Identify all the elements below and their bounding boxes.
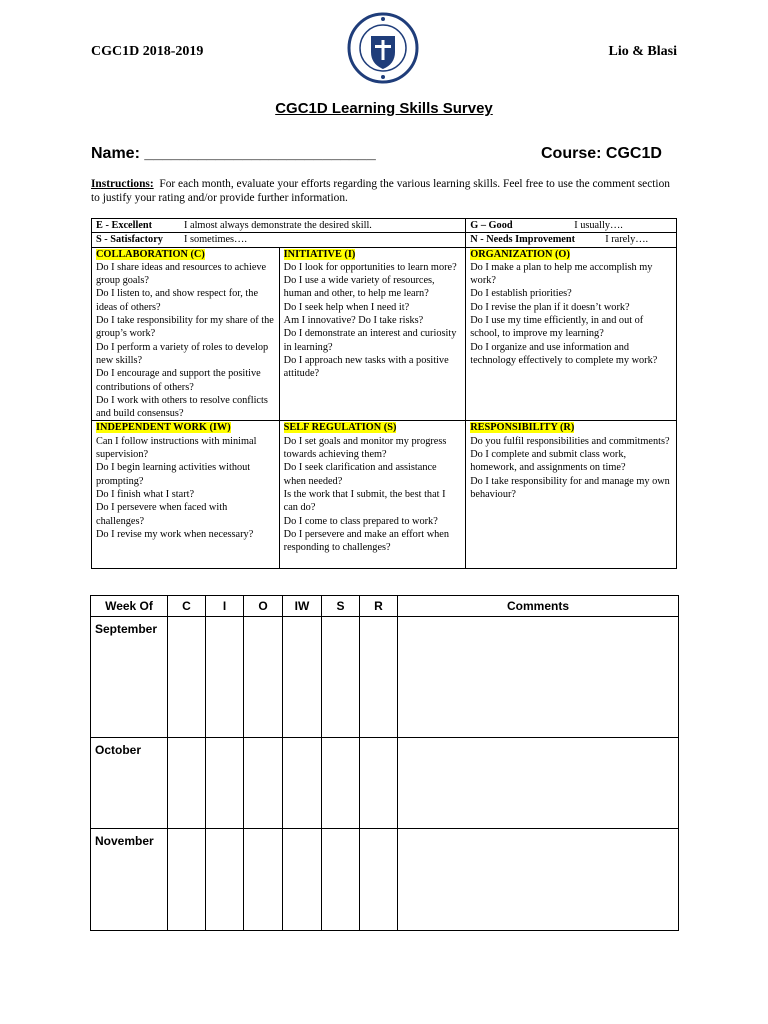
skill-question: Do I use my time efficiently, in and out of school, to improve my learning? bbox=[470, 315, 644, 340]
skill-question: Do I use a wide variety of resources, human and other, to help me learn? bbox=[283, 275, 435, 300]
col-self-regulation: S bbox=[322, 596, 360, 617]
month-label: September bbox=[91, 617, 168, 738]
skill-heading: SELF REGULATION (S) bbox=[283, 422, 397, 434]
legend-row bbox=[92, 233, 677, 247]
skill-question: Do I listen to, and show respect for, the ideas of others? bbox=[96, 288, 259, 313]
rating-cell[interactable] bbox=[283, 829, 322, 931]
name-field[interactable]: Name: __________________________ bbox=[91, 145, 376, 162]
skill-question: Do I share ideas and resources to achieve group goals? bbox=[96, 261, 267, 287]
rating-cell[interactable] bbox=[360, 738, 398, 829]
rating-cell[interactable] bbox=[322, 829, 360, 931]
instructions-label: Instructions: bbox=[91, 178, 154, 190]
rating-cell[interactable] bbox=[206, 829, 244, 931]
skill-heading: INITIATIVE (I) bbox=[283, 248, 356, 260]
legend-code: E - Excellent bbox=[96, 220, 153, 231]
comments-cell[interactable] bbox=[398, 738, 679, 829]
course-label: Course: CGC1D bbox=[541, 145, 662, 162]
rating-cell[interactable] bbox=[244, 738, 283, 829]
rating-cell[interactable] bbox=[206, 617, 244, 738]
skill-responsibility bbox=[466, 421, 677, 569]
page-title: CGC1D Learning Skills Survey bbox=[275, 100, 493, 117]
rating-cell[interactable] bbox=[360, 617, 398, 738]
rating-cell[interactable] bbox=[322, 738, 360, 829]
col-comments: Comments bbox=[398, 596, 679, 617]
skill-question: Do I look for opportunities to learn more? bbox=[283, 261, 457, 273]
legend-code: N - Needs Improvement bbox=[470, 234, 575, 246]
skill-question: Do I set goals and monitor my progress towards achieving them? bbox=[283, 435, 447, 461]
rating-cell[interactable] bbox=[360, 829, 398, 931]
skill-question: Do I work with others to resolve conflicts and build consensus? bbox=[96, 394, 268, 420]
col-collaboration: C bbox=[168, 596, 206, 617]
skill-question: Do I revise the plan if it doesn’t work? bbox=[470, 301, 630, 313]
skill-question: Do I perform a variety of roles to develop new skills? bbox=[96, 341, 269, 366]
skill-question: Do I make a plan to help me accomplish my work? bbox=[470, 261, 653, 287]
instructions-text: For each month, evaluate your efforts regarding the various learning skills. Feel free to use the comment section to justify your rating and/or provide further information. bbox=[91, 178, 670, 204]
skill-collaboration bbox=[92, 247, 280, 421]
col-week-of: Week Of bbox=[91, 596, 168, 617]
legend-desc: I almost always demonstrate the desired skill. bbox=[184, 220, 372, 231]
rating-cell[interactable] bbox=[322, 617, 360, 738]
skills-row bbox=[92, 247, 677, 421]
school-crest-logo bbox=[347, 12, 419, 84]
skill-question: Do I seek clarification and assistance when needed? bbox=[283, 462, 437, 487]
comments-cell[interactable] bbox=[398, 617, 679, 738]
rating-cell[interactable] bbox=[244, 829, 283, 931]
rating-cell[interactable] bbox=[283, 738, 322, 829]
skill-question: Do I establish priorities? bbox=[470, 288, 572, 300]
skill-question: Do I finish what I start? bbox=[96, 488, 195, 500]
document-header-authors: Lio & Blasi bbox=[608, 44, 677, 59]
document-header-course: CGC1D 2018-2019 bbox=[91, 44, 204, 59]
skill-initiative bbox=[279, 247, 466, 421]
skill-question: Do I come to class prepared to work? bbox=[283, 515, 438, 527]
skill-independent-work bbox=[92, 421, 280, 569]
skill-question: Do I take responsibility for and manage my own behaviour? bbox=[470, 475, 670, 500]
legend-satisfactory bbox=[92, 233, 466, 247]
rating-cell[interactable] bbox=[283, 617, 322, 738]
skill-question: Am I innovative? Do I take risks? bbox=[283, 315, 424, 327]
table-row bbox=[91, 617, 679, 738]
skill-question: Do I demonstrate an interest and curiosity in learning? bbox=[283, 328, 457, 353]
instructions bbox=[91, 177, 676, 205]
legend-desc: I rarely…. bbox=[605, 234, 649, 246]
skill-question: Do I begin learning activities without prompting? bbox=[96, 462, 251, 487]
legend-excellent bbox=[92, 219, 466, 233]
skill-question: Do I encourage and support the positive contributions of others? bbox=[96, 368, 261, 393]
rating-cell[interactable] bbox=[206, 738, 244, 829]
month-label: October bbox=[91, 738, 168, 829]
skill-heading: COLLABORATION (C) bbox=[96, 248, 205, 260]
skill-heading: RESPONSIBILITY (R) bbox=[470, 422, 575, 434]
rating-cell[interactable] bbox=[244, 617, 283, 738]
skill-question: Is the work that I submit, the best that I can do? bbox=[283, 488, 446, 514]
weekly-rating-table bbox=[90, 595, 679, 931]
table-row bbox=[91, 738, 679, 829]
month-label: November bbox=[91, 829, 168, 931]
skill-question: Do you fulfil responsibilities and commitments? bbox=[470, 435, 670, 447]
legend-row bbox=[92, 219, 677, 233]
col-independent-work: IW bbox=[283, 596, 322, 617]
skill-organization bbox=[466, 247, 677, 421]
legend-code: G – Good bbox=[470, 220, 513, 231]
rating-cell[interactable] bbox=[168, 617, 206, 738]
rating-cell[interactable] bbox=[168, 829, 206, 931]
skill-question: Can I follow instructions with minimal supervision? bbox=[96, 435, 257, 461]
col-organization: O bbox=[244, 596, 283, 617]
legend-good bbox=[466, 219, 677, 233]
skill-question: Do I persevere when faced with challenges? bbox=[96, 502, 228, 527]
skill-question: Do I complete and submit class work, homework, and assignments on time? bbox=[470, 449, 627, 474]
col-responsibility: R bbox=[360, 596, 398, 617]
legend-needs-improvement bbox=[466, 233, 677, 247]
rating-cell[interactable] bbox=[168, 738, 206, 829]
table-row bbox=[91, 829, 679, 931]
legend-code: S - Satisfactory bbox=[96, 234, 163, 246]
skill-question: Do I persevere and make an effort when responding to challenges? bbox=[283, 528, 449, 554]
skill-self-regulation bbox=[279, 421, 466, 569]
skills-row bbox=[92, 421, 677, 569]
skill-heading: ORGANIZATION (O) bbox=[470, 248, 570, 260]
skill-question: Do I revise my work when necessary? bbox=[96, 528, 254, 540]
skill-question: Do I take responsibility for my share of the group’s work? bbox=[96, 315, 274, 340]
skill-heading: INDEPENDENT WORK (IW) bbox=[96, 422, 231, 434]
skill-question: Do I approach new tasks with a positive attitude? bbox=[283, 354, 449, 380]
skill-question: Do I organize and use information and technology effectively to complete my work? bbox=[470, 341, 658, 366]
legend-desc: I usually…. bbox=[574, 220, 623, 231]
comments-cell[interactable] bbox=[398, 829, 679, 931]
legend-desc: I sometimes…. bbox=[184, 234, 247, 246]
skill-question: Do I seek help when I need it? bbox=[283, 301, 410, 313]
learning-skills-table bbox=[91, 218, 677, 569]
weekly-header-row bbox=[91, 596, 679, 617]
col-initiative: I bbox=[206, 596, 244, 617]
